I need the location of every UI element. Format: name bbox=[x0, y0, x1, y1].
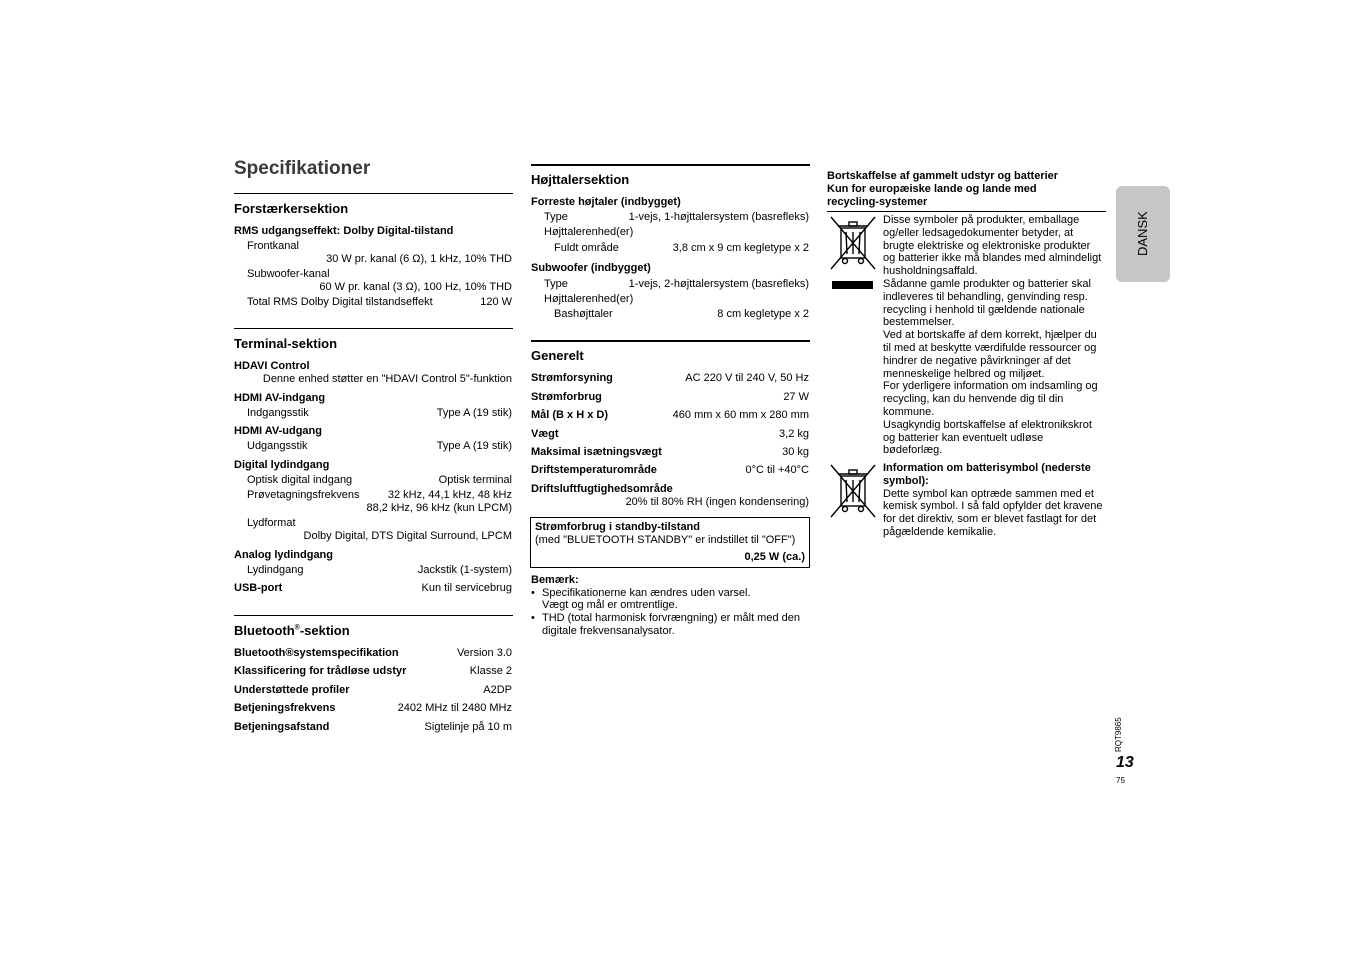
disposal-heading-line: Bortskaffelse af gammelt udstyr og batterier bbox=[827, 170, 1059, 182]
page-title: Specifikationer bbox=[234, 158, 371, 179]
disposal-paragraph: Usagkyndig bortskaffelse af elektronikskrot og batterier kan eventuelt udløse bødeforlæg. bbox=[883, 418, 1092, 457]
general-row-value: AC 220 V til 240 V, 50 Hz bbox=[685, 372, 809, 384]
hdmi-out-sub: Udgangsstik bbox=[247, 440, 308, 452]
humidity-label: Driftsluftfugtighedsområde bbox=[531, 483, 673, 495]
disposal-heading-line: recycling-systemer bbox=[827, 196, 928, 208]
bullet: • bbox=[531, 587, 535, 599]
bt-row-label: Betjeningsfrekvens bbox=[234, 702, 336, 714]
unit-label: Højttalerenhed(er) bbox=[544, 293, 634, 305]
standby-title: Strømforbrug i standby-tilstand bbox=[535, 521, 700, 533]
disposal-heading-line: Kun for europæiske lande og lande med bbox=[827, 183, 1037, 195]
general-row-value: 0°C til +40°C bbox=[745, 464, 809, 476]
general-row-label: Strømforsyning bbox=[531, 372, 613, 384]
sub-type-value: 1-vejs, 2-højttalersystem (basrefleks) bbox=[628, 278, 809, 290]
general-row-label: Maksimal isætningsvægt bbox=[531, 446, 662, 458]
note-item-line: Specifikationerne kan ændres uden varsel. bbox=[542, 587, 751, 599]
sampling-value-1: 32 kHz, 44,1 kHz, 48 kHz bbox=[387, 489, 512, 501]
full-range-label: Fuldt område bbox=[554, 242, 619, 254]
divider bbox=[531, 340, 810, 342]
hdmi-in-label: HDMI AV-indgang bbox=[234, 392, 326, 404]
general-row-value: 3,2 kg bbox=[779, 428, 809, 440]
hdmi-in-value: Type A (19 stik) bbox=[436, 407, 512, 419]
front-channel-value: 30 W pr. kanal (6 Ω), 1 kHz, 10% THD bbox=[326, 253, 512, 265]
bass-label: Bashøjttaler bbox=[554, 308, 613, 320]
document-code: RQT9865 bbox=[1114, 717, 1123, 752]
amp-section-heading: Forstærkersektion bbox=[234, 201, 349, 216]
general-row-value: 27 W bbox=[783, 391, 809, 403]
standby-box bbox=[530, 517, 810, 568]
unit-label: Højttalerenhed(er) bbox=[544, 226, 634, 238]
note-item-line: digitale frekvensanalysator. bbox=[542, 625, 675, 637]
front-channel-label: Frontkanal bbox=[247, 240, 299, 252]
format-label: Lydformat bbox=[247, 517, 296, 529]
black-bar-marker bbox=[832, 281, 873, 289]
bt-row-value: Version 3.0 bbox=[456, 647, 512, 659]
audio-in-label: Lydindgang bbox=[247, 564, 304, 576]
notes-heading: Bemærk: bbox=[531, 574, 579, 586]
crossed-out-bin-icon bbox=[827, 214, 879, 272]
note-item-line: Vægt og mål er omtrentlige. bbox=[542, 599, 678, 611]
general-row-label: Strømforbrug bbox=[531, 391, 602, 403]
type-label: Type bbox=[544, 211, 568, 223]
divider bbox=[827, 211, 1106, 212]
analog-audio-label: Analog lydindgang bbox=[234, 549, 333, 561]
bt-row-label: Betjeningsafstand bbox=[234, 721, 330, 733]
front-type-value: 1-vejs, 1-højttalersystem (basrefleks) bbox=[628, 211, 809, 223]
battery-text-block bbox=[883, 462, 1105, 539]
general-row-value: 30 kg bbox=[782, 446, 809, 458]
disposal-paragraph: Sådanne gamle produkter og batterier skal indleveres til behandling, genvinding resp. recycling i henhold til gældende nationale bestemmelser. bbox=[883, 277, 1091, 329]
bt-row-value: Klasse 2 bbox=[469, 665, 512, 677]
language-tab bbox=[1116, 186, 1170, 282]
bt-row-value: 2402 MHz til 2480 MHz bbox=[397, 702, 512, 714]
usb-label: USB-port bbox=[234, 582, 283, 594]
humidity-value: 20% til 80% RH (ingen kondensering) bbox=[625, 496, 809, 508]
optical-value: Optisk terminal bbox=[438, 474, 512, 486]
digital-audio-label: Digital lydindgang bbox=[234, 459, 330, 471]
hdavi-label: HDAVI Control bbox=[234, 360, 310, 372]
divider bbox=[234, 615, 513, 616]
standby-subtitle: (med "BLUETOOTH STANDBY" er indstillet til "OFF") bbox=[535, 534, 796, 546]
page-sub-number: 75 bbox=[1116, 776, 1125, 785]
subwoofer-heading: Subwoofer (indbygget) bbox=[531, 262, 651, 274]
bluetooth-section-heading: Bluetooth®-sektion bbox=[234, 623, 350, 638]
page-number: 13 bbox=[1116, 754, 1134, 771]
subwoofer-channel-value: 60 W pr. kanal (3 Ω), 100 Hz, 10% THD bbox=[319, 281, 512, 293]
disposal-text-block bbox=[883, 214, 1105, 457]
bt-row-value: A2DP bbox=[483, 684, 512, 696]
battery-paragraph: Dette symbol kan optræde sammen med et kemisk symbol. I så fald opfylder det kravene for det direktiv, som er blevet fastlagt for det pågældende kemikalie. bbox=[883, 487, 1103, 538]
subwoofer-channel-label: Subwoofer-kanal bbox=[247, 268, 330, 280]
battery-heading: Information om batterisymbol (nederste symbol): bbox=[883, 462, 1091, 487]
full-range-value: 3,8 cm x 9 cm kegletype x 2 bbox=[672, 242, 809, 254]
bt-row-label: Bluetooth®systemspecifikation bbox=[234, 647, 399, 659]
bass-value: 8 cm kegletype x 2 bbox=[717, 308, 809, 320]
note-item-line: THD (total harmonisk forvrængning) er målt med den bbox=[542, 612, 800, 624]
hdmi-out-value: Type A (19 stik) bbox=[436, 440, 512, 452]
terminal-section-heading: Terminal-sektion bbox=[234, 336, 338, 351]
bt-row-label: Klassificering for trådløse udstyr bbox=[234, 665, 407, 677]
total-rms-label: Total RMS Dolby Digital tilstandseffekt bbox=[247, 296, 433, 308]
usb-value: Kun til servicebrug bbox=[421, 582, 512, 594]
general-row-label: Driftstemperaturområde bbox=[531, 464, 657, 476]
front-speaker-heading: Forreste højtaler (indbygget) bbox=[531, 196, 681, 208]
bullet: • bbox=[531, 612, 535, 624]
general-row-label: Vægt bbox=[531, 428, 559, 440]
hdavi-value: Denne enhed støtter en "HDAVI Control 5"-funktion bbox=[262, 373, 512, 385]
divider bbox=[531, 164, 810, 166]
sampling-value-2: 88,2 kHz, 96 kHz (kun LPCM) bbox=[366, 502, 512, 514]
language-tab-label: DANSK bbox=[1135, 211, 1150, 256]
type-label: Type bbox=[544, 278, 568, 290]
divider bbox=[234, 328, 513, 329]
general-section-heading: Generelt bbox=[531, 348, 584, 363]
format-value: Dolby Digital, DTS Digital Surround, LPCM bbox=[303, 530, 512, 542]
standby-value: 0,25 W (ca.) bbox=[744, 551, 805, 563]
general-row-value: 460 mm x 60 mm x 280 mm bbox=[672, 409, 809, 421]
divider bbox=[234, 193, 513, 194]
audio-in-value: Jackstik (1-system) bbox=[417, 564, 512, 576]
battery-crossed-out-bin-icon bbox=[827, 462, 879, 520]
general-row-label: Mål (B x H x D) bbox=[531, 409, 609, 421]
bt-row-value: Sigtelinje på 10 m bbox=[424, 721, 512, 733]
disposal-paragraph: Ved at bortskaffe af dem korrekt, hjælper du til med at beskytte værdifulde ressourcer og hindrer de negative påvirkninger af det menneskelige helbred og miljøet. bbox=[883, 329, 1097, 380]
rms-label: RMS udgangseffekt: Dolby Digital-tilstand bbox=[234, 225, 454, 237]
disposal-paragraph: Disse symboler på produkter, emballage og/eller ledsagedokumenter betyder, at brugte elektriske og elektroniske produkter og batterier ikke må blandes med almindeligt husholdningsaffald. bbox=[883, 214, 1102, 278]
sampling-label: Prøvetagningsfrekvens bbox=[247, 489, 360, 501]
hdmi-out-label: HDMI AV-udgang bbox=[234, 425, 322, 437]
speaker-section-heading: Højttalersektion bbox=[531, 172, 630, 187]
disposal-paragraph: For yderligere information om indsamling og recycling, kan du henvende dig til din kommune. bbox=[883, 380, 1098, 418]
optical-label: Optisk digital indgang bbox=[247, 474, 353, 486]
bt-row-label: Understøttede profiler bbox=[234, 684, 350, 696]
total-rms-value: 120 W bbox=[480, 296, 512, 308]
hdmi-in-sub: Indgangsstik bbox=[247, 407, 309, 419]
